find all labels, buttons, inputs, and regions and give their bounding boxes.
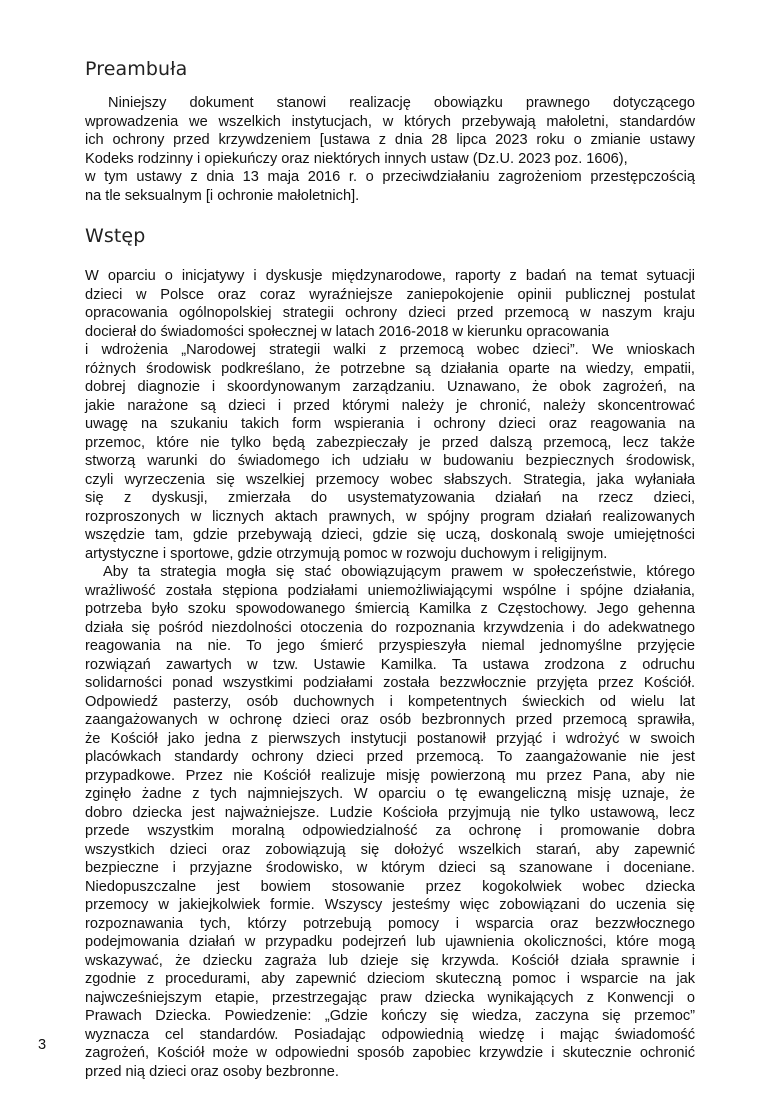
text-line: czyli wyrzeczenia się wszelkiej przemocy wobec słabszych. Strategia, jaka wyłaniała xyxy=(85,471,695,488)
text-line: Niedopuszczalne jest bowiem stosowanie przez kogokolwiek wobec dziecka xyxy=(85,878,695,895)
text-line: w tym ustawy z dnia 13 maja 2016 r. o przeciwdziałaniu zagrożeniom przestępczością xyxy=(85,169,695,185)
text-line: Prawach Dziecka. Powiedzenie: „Gdzie kończy się wiedza, zaczyna się przemoc” xyxy=(85,1008,695,1024)
text-line: przede wszystkim moralną odpowiedzialność za ochronę i promowanie dobra xyxy=(85,823,695,839)
text-line: rozwiązań zawartych w tzw. Ustawie Kamilka. Ta ustawa zrodzona z odruchu xyxy=(85,656,695,673)
text-line: i wdrożenia „Narodowej strategii walki z przemocą wobec dzieci”. We wnioskach xyxy=(85,342,695,358)
intro-paragraph-1 xyxy=(85,267,695,563)
text-line: zagrożeń, Kościół może w odpowiedni sposób zapobiec krzywdzie i skutecznie ochronić xyxy=(85,1045,695,1061)
text-line: Odpowiedź pasterzy, osób duchownych i kompetentnych świeckich od wielu lat xyxy=(85,693,695,710)
text-line: zginęło żadne z tych najmniejszych. W oparciu o tę ewangeliczną misję uznaje, że xyxy=(85,786,695,802)
section-title-wstep: Wstęp xyxy=(85,225,146,247)
text-line: docierał do świadomości społecznej w latach 2016-2018 w kierunku opracowania xyxy=(85,323,610,340)
intro-paragraph-2 xyxy=(85,563,695,1081)
text-line: na tle seksualnym [i ochronie małoletnich]. xyxy=(85,187,360,204)
text-line: stworzą warunki do świadomego ich udziału w budowaniu bezpiecznych środowisk, xyxy=(85,453,695,469)
text-line: przemocy w jakiejkolwiek formie. Wszyscy jesteśmy więc zobowiązani do uczenia się xyxy=(85,897,695,913)
document-body xyxy=(85,58,695,1081)
section-title-preambula: Preambuła xyxy=(85,58,188,80)
text-line: wprowadzenia we wszelkich instytucjach, w których przebywają małoletni, standardów xyxy=(85,113,695,130)
text-line: jakie narażone są dzieci i przed którymi należy je chronić, należy skoncentrować xyxy=(85,397,695,414)
text-line: uwagę na szukaniu takich form wspierania i ochrony dzieci oraz reagowania na xyxy=(85,416,695,432)
text-line: przemoc, które nie tylko będą zabezpieczały je przed dalszą przemocą, lecz także xyxy=(85,434,695,451)
text-line: wyznacza cel standardów. Posiadając odpowiednią wiedzę i mając świadomość xyxy=(85,1026,695,1043)
text-line: zaangażowanych w ochronę dzieci oraz osób bezbronnych przed przemocą sprawiła, xyxy=(85,712,695,728)
text-line: ich ochrony przed krzywdzeniem [ustawa z dnia 28 lipca 2023 roku o zmianie ustawy xyxy=(85,132,695,148)
text-line: że Kościół jako jedna z pierwszych instytucji postanowił przyjąć i wdrożyć w swoich xyxy=(85,730,695,747)
text-line: wskazywać, że dziecku zagraża lub dzieje się krzywda. Kościół działa sprawnie i xyxy=(85,952,695,969)
text-line: dobrej diagnozie i skoordynowanym zarządzaniu. Uznawano, że obok zagrożeń, na xyxy=(85,379,695,395)
text-line: działa się pośród niezdolności otoczenia do rozpoznania krzywdzenia i do adekwatnego xyxy=(85,619,695,636)
text-line: różnych środowisk podkreślano, że potrzebne są działania oparte na wiedzy, empatii, xyxy=(85,360,695,377)
text-line: placówkach standardy ochrony dzieci przed przemocą. To zaangażowanie nie jest xyxy=(85,749,695,765)
text-line: rozpoznawania tych, którzy potrzebują pomocy i wsparcia oraz bezzwłocznego xyxy=(85,915,695,932)
text-line: W oparciu o inicjatywy i dyskusje międzynarodowe, raporty z badań na temat sytuacji xyxy=(85,268,695,284)
text-line: solidarności ponad wszystkimi podziałami została bezzwłocznie przyjęta przez Kościół. xyxy=(85,675,695,691)
text-line: artystyczne i sportowe, gdzie otrzymują pomoc w rozwoju duchowym i religijnym. xyxy=(85,545,608,562)
text-line: Kodeks rodzinny i opiekuńczy oraz niektórych innych ustaw (Dz.U. 2023 poz. 1606), xyxy=(85,150,628,167)
text-line: dobro dziecka jest najważniejsze. Ludzie Kościoła przyjmują nie tylko ustawową, lecz xyxy=(85,804,695,821)
text-line: się z dyskusji, zmierzała do usystematyzowania działań na rzecz dzieci, xyxy=(85,490,695,506)
text-line: reagowania na nie. To jego śmierć przyspieszyła niemal jednomyślne przyjęcie xyxy=(85,638,695,654)
text-line: Aby ta strategia mogła się stać obowiązującym prawem w społeczeństwie, którego xyxy=(103,564,695,580)
text-line: rozproszonych w licznych aktach prawnych, w spójny program działań realizowanych xyxy=(85,508,695,525)
text-line: wszędzie tam, gdzie przebywają dzieci, gdzie się uczą, doskonalą swoje umiejętności xyxy=(85,527,695,543)
page-number: 3 xyxy=(38,1037,47,1053)
text-line: wszystkich dzieci oraz zobowiązują się dołożyć wszelkich starań, aby zapewnić xyxy=(85,841,695,858)
text-line: wrażliwość została stępiona podziałami uniemożliwiającymi wspólne i spójne działania, xyxy=(85,582,695,599)
text-line: przypadkowe. Przez nie Kościół realizuje misję powierzoną mu przez Pana, aby nie xyxy=(85,767,695,784)
preamble-paragraph xyxy=(85,94,695,205)
text-line: Niniejszy dokument stanowi realizację obowiązku prawnego dotyczącego xyxy=(85,95,695,111)
text-line: podejmowania działań w przypadku podejrzeń lub ujawnienia okoliczności, które mogą xyxy=(85,934,695,950)
text-line: potrzeba było szoku spowodowanego śmiercią Kamilka z Częstochowy. Jego gehenna xyxy=(85,601,695,617)
text-line: bezpieczne i przyjazne środowisko, w którym dzieci są szanowane i doceniane. xyxy=(85,860,695,876)
text-line: zgodnie z procedurami, aby zapewnić dzieciom skuteczną pomoc i wsparcie na jak xyxy=(85,971,695,987)
text-line: dzieci w Polsce oraz coraz wyraźniejsze zaniepokojenie opinii publicznej postulat xyxy=(85,286,695,303)
text-line: opracowania ogólnopolskiej strategii ochrony dzieci przed przemocą w naszym kraju xyxy=(85,305,695,321)
text-line: najwcześniejszym etapie, przestrzegając praw dziecka wynikających z Konwencji o xyxy=(85,989,695,1006)
text-line: przed nią dzieci oraz osoby bezbronne. xyxy=(85,1063,339,1080)
